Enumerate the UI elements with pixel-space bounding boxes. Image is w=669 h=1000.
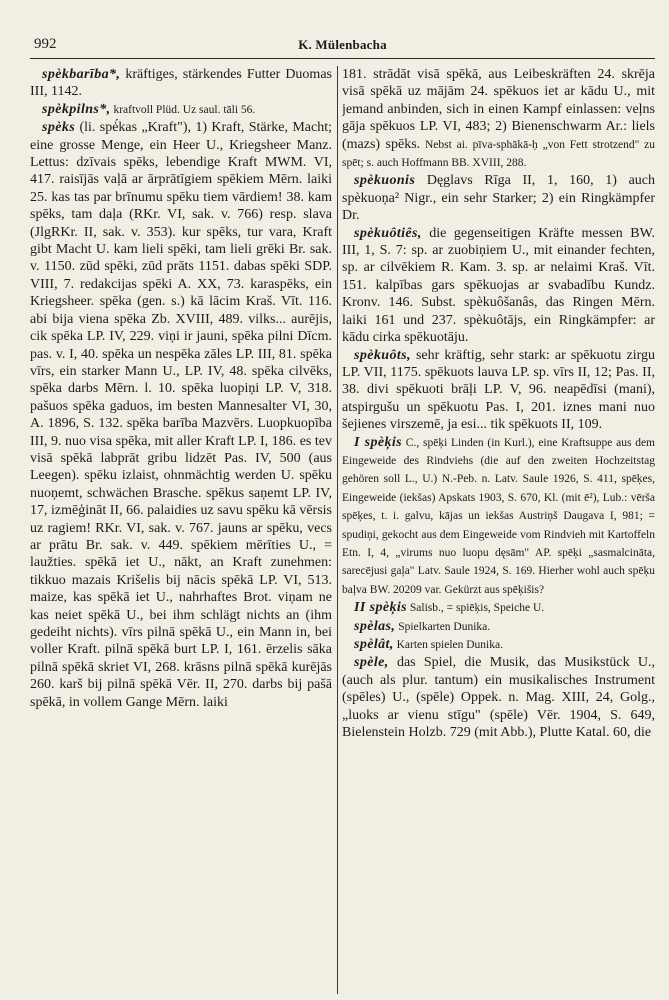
entry-note: Nebst ai. pīva-sphākā-ḥ „von Fett strotzend" zu spēt; s. auch Hoffmann BB. XVIII, 288. [342, 138, 655, 170]
dictionary-entry [342, 225, 655, 347]
dictionary-entry [30, 119, 332, 711]
entry-note: kraftvoll Plüd. Uz saul. tāli 56. [110, 103, 256, 116]
dictionary-entry [30, 66, 332, 101]
entry-text: sehr kräftig, sehr stark: ar spēkuotu zirgu LP. VII, 1175. spēkuots lauva LP. sp. vīrs II, 12; Pas. II, 38. divi spēkuoti brāļi LP. V, 96. neapēdīsi (mani), atspirgušu un spēkuotu Pas. I, 201. iznes mani nuo šejienes virszemē, ja esi... tik spēkuots II, 109. [342, 347, 655, 433]
entry-note: Spielkarten Dunika. [395, 620, 491, 633]
right-column [342, 66, 655, 994]
dictionary-entry [30, 101, 332, 119]
dictionary-entry [342, 618, 655, 636]
entry-headword: spèkuôts, [354, 347, 411, 363]
entry-headword: spèks [42, 120, 76, 136]
dictionary-entry [342, 172, 655, 224]
entry-text: 181. strādāt visā spēkā, aus Leibeskräften 24. skrēja visā spēkā uz mājām 24. spēkuos iet ar kādu U., mit jemand anbinden, sich in einen Kampf einlassen: veļns gāja spēkuos LP. VI, 483; 2) Bienenschwarm Ar.: liels (mazs) spēks. [342, 67, 655, 152]
left-column [30, 66, 332, 994]
entry-note: Karten spielen Dunika. [393, 639, 503, 651]
entry-headword: spèkuôtiês, [354, 225, 422, 241]
entry-text: kräftiges, stärkendes Futter Duomas III, 1142. [30, 67, 332, 100]
entry-headword: spèle, [354, 655, 389, 671]
entry-note: C., spēķi Linden (in Kurl.), eine Kraftsuppe aus dem Eingeweide des Rindviehs (die auf den zweiten Hochzeitstag gehören soll L., U.) N.-Peb. n. Latv. Saule 1926, S. 411, spēķes, Eingeweide (iekšas) Apskats 1903, S. 670, Kl. (mit ē²), Lub.: vērša spēķes, t. i. galvu, kājas un iekšas Austriņš Daugava I, 981; = spudiņi, gekocht aus dem Eingeweide vom Rindvieh mit Kartoffeln Etn. I, 4, „virums nuo luopu dęsām" AP. spēķi „sasmalcināta, sarecējusi gaļa" Latv. Saule 1924, S. 169. Hierher wohl auch spēķu baļva BW. 20209 var. Gekürzt aus spēķišis? [342, 436, 655, 596]
page-header [30, 36, 655, 59]
dictionary-entry [342, 654, 655, 741]
dictionary-entry [342, 434, 655, 600]
entry-text: das Spiel, die Musik, das Musikstück U., (auch als plur. tantum) ein musikalisches Instrument (spēles) U., (spēle) Oppek. n. Mag. XIII, 24, Golg., „luoks ar vienu stīgu" (spēle) Vēr. 1904, S. 649, Bielenstein Holzb. 729 (mit Abb.), Plutte Katal. 60, die [342, 655, 655, 741]
entry-continuation [342, 66, 655, 172]
dictionary-entry [342, 636, 655, 654]
entry-headword: spèlât, [354, 637, 394, 652]
dictionary-entry [342, 347, 655, 434]
entry-headword: spèkuonis [354, 173, 416, 189]
entry-text: die gegenseitigen Kräfte messen BW. III, 1, S. 7: sp. ar zuobiņiem U., mit einander fechten, sp. ar cilvēkiem R. Kam. 3. sp. ar nelaimi Kraš. Vīt. 151. kalpības gars spēkuojas ar svabadību Kundz. Kronv. 146. Subst. spèkuôšanâs, das Ringen Mērn. laiki 161 und 237. spèkuôtājs, ein Ringkämpfer: ar kādu cirka spēkuotāju. [342, 225, 655, 346]
entry-text: Dęglavs Rīga II, 1, 160, 1) auch spèkuoņa² Nigr., ein sehr Starker; 2) ein Ringkämpfer Dr. [342, 173, 655, 224]
running-head: K. Mülenbacha [298, 37, 387, 52]
entry-note: Salisb., = spiēķis, Speiche U. [407, 602, 545, 615]
entry-headword: I spèķis [354, 434, 403, 450]
page-number: 992 [34, 36, 57, 52]
entry-headword: spèkpilns*, [42, 101, 111, 117]
column-divider [337, 66, 338, 994]
entry-headword: II spèķis [354, 600, 407, 616]
entry-headword: spèkbarība*, [42, 67, 121, 82]
entry-headword: spèlas, [354, 618, 396, 634]
entry-text: (li. spė́kas „Kraft"), 1) Kraft, Stärke, Macht; eine grosse Menge, ein Heer U., Kriegsheer Manz. Lettus: dzīvais spēks, lebendige Kraft MWM. VI, 417. raisījās vaļā ar ārprātīgiem spēkiem Mērn. laiki 25. kas tas par brīnumu spēku tiem vārdiem! 38. kam spēks, tam daļa (RKr. VI, sak. v. 766) resp. slava (JlgRKr. II, sak. v. 353). kur spēks, tur vara, Kraft gibt Macht U. kam lieli spēki, tam lieli grēki Br. sak. v. 1150. zūd spēki, zūd prāts 1151. dabas spēki SDP. VIII, 7. redakcijas spēki A. XX, 73. karaspēks, ein Kriegsheer. spēka (gen. s.) kā lācim Kraš. Vīt. 116. abi bija viena spēka Zb. XVIII, 489. vilks... aurējis, cik spēka LP. IV, 229. viņi ir jauni, spēka pilni Dīcm. pas. v. I, 40. spēka un nespēka zāles LP. III, 81. spēka vīrs, ein starker Mann U., LP. IV, 48. spēka cilvēks, spēka darbs Mērn. l. 10. spēka luopiņi LP. V, 318. pašuos spēka gaduos, im besten Mannesalter VI, 30, A. 1896, S. 132. spēka barība Mazvērs. Luopkuopība III, 9. nuo visa spēka, mit aller Kraft LP. I, 186. es tev visā spēkā labprāt gribu lidzēt Pas. IV, 500 (aus Leegen). spēku izlaist, ohnmächtig werden U. spēku nuoņemt, schwächen Brasche. spēkus saņemt LP. IV, 17, izmēģināt II, 66. palaidies uz savu spēku kā vērsis uz ragiem! RKr. VI, sak. v. 767. jauns ar spēku, vecs ar prātu Br. sak. v. 449. spēkiem mērīties U., = laužties. spēkā iet U., nākt, an Kraft zunehmen: tikkuo mazais Krišelis bij nācis spēkā LP. VI, 513. maize, kas spēkā iet U., nahrhaftes Brot. viņam ne kas neiet spēkā U., bei ihm schlägt nichts an (ihm gedeiht nichts). vīrs pilnā spēkā U., ein Mann in, bei voller Kraft. pilnā spēkā burt LP. I, 161. ērzelis sāka pilnā spēkā skriet VI, 268. krāsns pilnā spēkā kurējās 260. karš bij pilnā spēkā Vēr. II, 270. darbs bij pašā spēkā, in vollem Gange Mērn. laiki [30, 120, 332, 710]
dictionary-entry [342, 599, 655, 617]
